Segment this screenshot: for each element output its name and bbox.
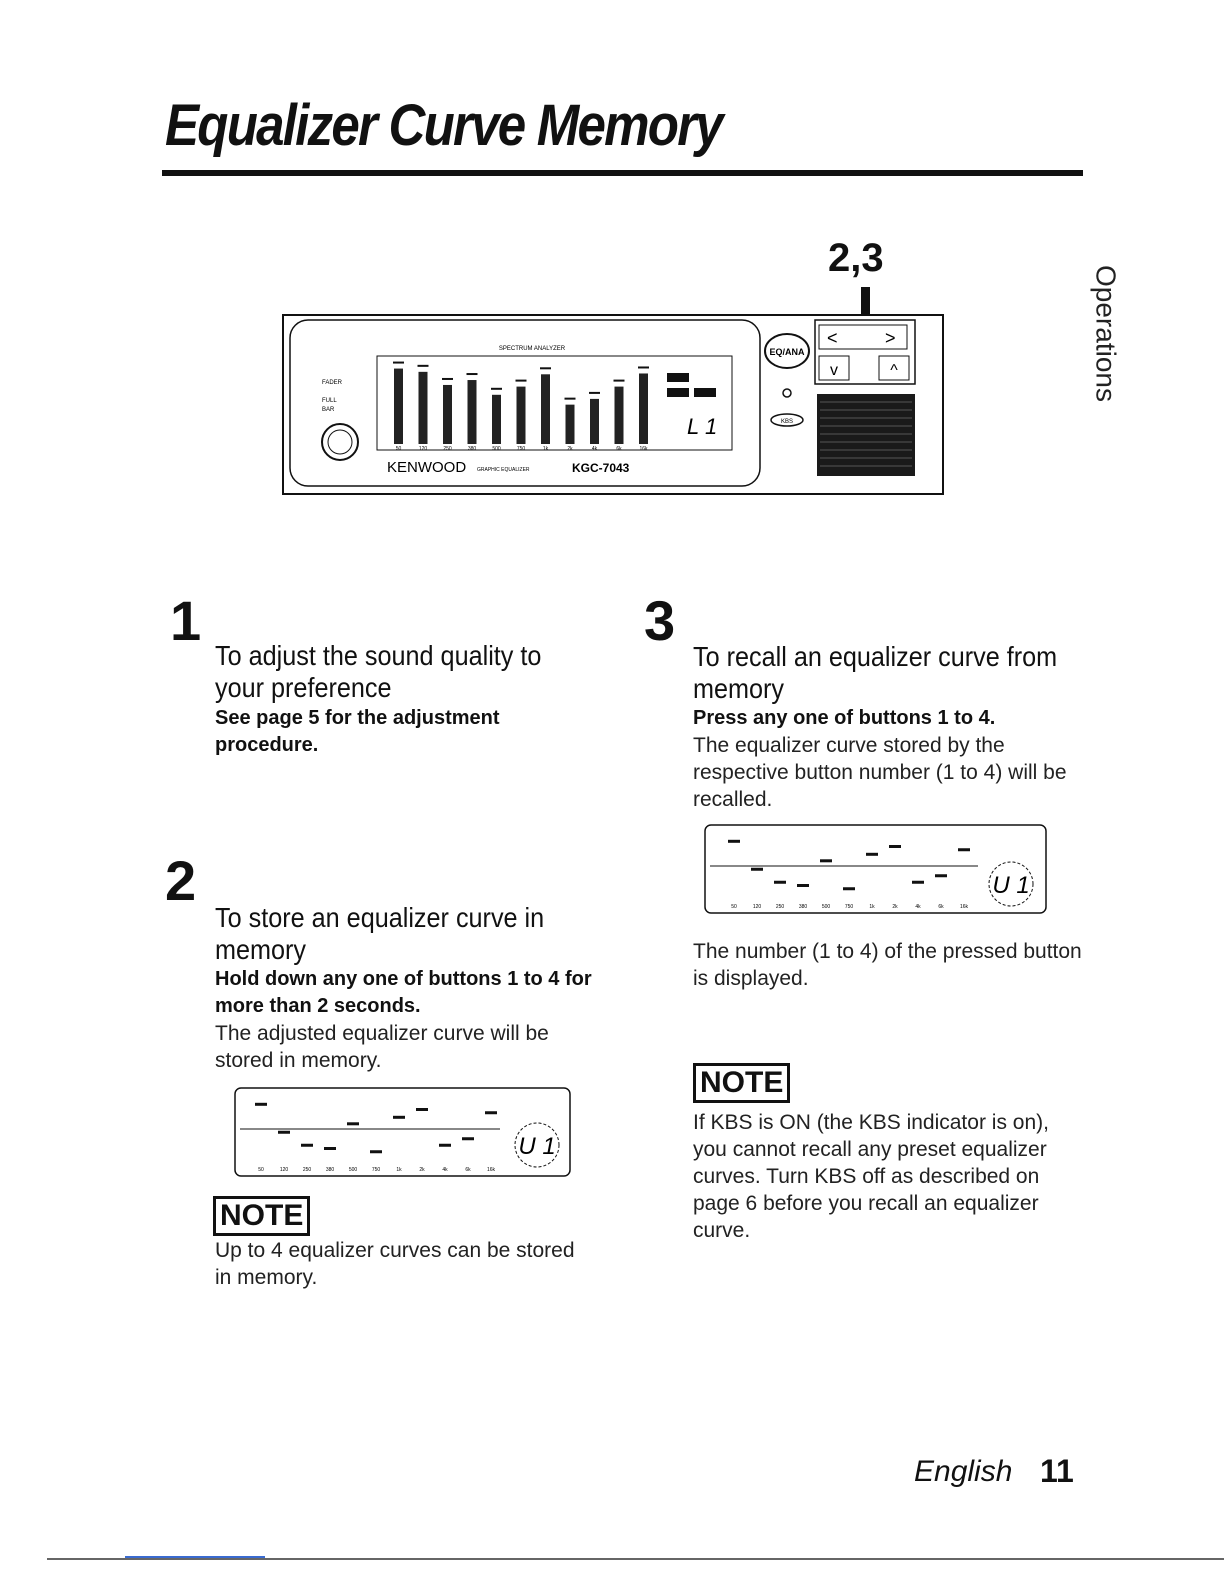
- curve-mark: [370, 1150, 382, 1153]
- spectrum-peak: [467, 373, 478, 375]
- spectrum-peak: [393, 362, 404, 364]
- freq-label: 50: [395, 446, 402, 452]
- freq-label: 120: [279, 1167, 289, 1173]
- freq-label: 500: [821, 904, 831, 910]
- speaker-grille: [817, 394, 915, 476]
- curve-mark: [820, 859, 832, 862]
- page-title: Equalizer Curve Memory: [165, 93, 722, 158]
- freq-label: 1k: [869, 904, 875, 910]
- freq-label: 2k: [419, 1167, 425, 1173]
- freq-label: 380: [325, 1167, 335, 1173]
- freq-label: 250: [443, 446, 452, 452]
- lcd-number: U 1: [992, 872, 1030, 899]
- spectrum-bar: [639, 373, 648, 444]
- freq-label: 120: [752, 904, 762, 910]
- spectrum-bar: [566, 405, 575, 444]
- curve-mark: [958, 848, 970, 851]
- curve-mark: [889, 845, 901, 848]
- curve-mark: [935, 874, 947, 877]
- curve-mark: [843, 887, 855, 890]
- step-2-instruction: Hold down any one of buttons 1 to 4 for more than 2 seconds.: [215, 968, 592, 1017]
- step-2-heading: To store an equalizer curve in memory: [215, 902, 545, 965]
- right-arrow-icon: >: [885, 328, 896, 348]
- spectrum-peak: [540, 367, 551, 369]
- kbs-label: KBS: [780, 419, 794, 425]
- step-3-result: The number (1 to 4) of the pressed button is displayed.: [693, 940, 1082, 990]
- page-number: 11: [1040, 1453, 1074, 1489]
- spectrum-peak: [491, 388, 502, 390]
- step-3-instruction: Press any one of buttons 1 to 4.: [693, 707, 996, 729]
- left-arrow-icon: <: [827, 328, 838, 348]
- freq-label: 380: [467, 446, 477, 452]
- step-1-instruction: See page 5 for the adjustment procedure.: [215, 707, 500, 756]
- curve-mark: [301, 1144, 313, 1147]
- lcd-number-badge: [515, 1123, 559, 1167]
- curve-mark: [462, 1137, 474, 1140]
- note-label: NOTE: [693, 1063, 790, 1103]
- spectrum-bar: [615, 387, 624, 444]
- freq-label: 500: [348, 1167, 358, 1173]
- display-indicator: [667, 373, 689, 382]
- spectrum-bar: [541, 374, 550, 444]
- spectrum-peak: [565, 398, 576, 400]
- step-3-heading: To recall an equalizer curve from memory: [693, 641, 1058, 704]
- spectrum-peak: [614, 380, 625, 382]
- left-label: BAR: [322, 407, 335, 413]
- freq-label: 4k: [591, 446, 598, 452]
- freq-label: 2k: [567, 446, 573, 452]
- spectrum-peak: [589, 392, 600, 394]
- spectrum-label: SPECTRUM ANALYZER: [498, 346, 566, 352]
- subtitle-label: GRAPHIC EQUALIZER: [477, 467, 530, 473]
- eq-ana-label: EQ/ANA: [769, 347, 805, 357]
- spectrum-peak: [442, 378, 453, 380]
- curve-mark: [255, 1103, 267, 1106]
- footer-language: English: [914, 1455, 1013, 1488]
- freq-label: 4k: [915, 904, 921, 910]
- brand-label: KENWOOD: [387, 459, 467, 476]
- curve-mark: [797, 884, 809, 887]
- step-3-description: The equalizer curve stored by the respective button number (1 to 4) will be recalled.: [693, 734, 1067, 811]
- volume-knob[interactable]: [322, 424, 358, 460]
- bottom-rule: [47, 1558, 1224, 1560]
- lcd-store-svg: [215, 1085, 575, 1185]
- curve-mark: [912, 881, 924, 884]
- step-2-note: [213, 1196, 310, 1236]
- step-2-note-text: Up to 4 equalizer curves can be stored in memory.: [215, 1239, 575, 1289]
- freq-label: 50: [731, 904, 737, 910]
- freq-label: 500: [492, 446, 501, 452]
- freq-label: 750: [516, 446, 526, 452]
- freq-label: 16k: [486, 1167, 496, 1173]
- device-front-panel: [282, 314, 944, 495]
- lcd-display-recall: [693, 822, 1053, 922]
- curve-mark: [485, 1111, 497, 1114]
- freq-label: 1k: [542, 446, 549, 452]
- title-rule: [162, 170, 1083, 176]
- spectrum-bar: [443, 385, 452, 444]
- freq-label: 16k: [639, 446, 648, 452]
- curve-mark: [393, 1116, 405, 1119]
- freq-label: 2k: [892, 904, 898, 910]
- spectrum-bar: [468, 380, 477, 444]
- step-1-heading: To adjust the sound quality to your preference: [215, 640, 542, 703]
- freq-label: 1k: [396, 1167, 402, 1173]
- curve-mark: [278, 1131, 290, 1134]
- display-indicator: [694, 388, 716, 397]
- freq-label: 750: [371, 1167, 381, 1173]
- spectrum-bar: [590, 399, 599, 444]
- freq-label: 6k: [465, 1167, 471, 1173]
- spectrum-bar: [492, 395, 501, 444]
- spectrum-peak: [418, 365, 429, 367]
- up-arrow-icon: ^: [890, 362, 898, 379]
- curve-mark: [774, 881, 786, 884]
- display-number: L 1: [687, 414, 718, 439]
- callout-steps: 2,3: [828, 236, 884, 280]
- model-label: KGC-7043: [572, 461, 630, 475]
- curve-mark: [439, 1144, 451, 1147]
- spectrum-bar: [517, 387, 526, 444]
- freq-label: 250: [302, 1167, 312, 1173]
- spectrum-bar: [394, 369, 403, 444]
- curve-mark: [751, 868, 763, 871]
- freq-label: 50: [258, 1167, 264, 1173]
- freq-label: 250: [775, 904, 785, 910]
- freq-label: 120: [418, 446, 428, 452]
- curve-mark: [866, 853, 878, 856]
- freq-label: 750: [844, 904, 854, 910]
- lcd-number-badge: [989, 862, 1033, 906]
- step-2-description: The adjusted equalizer curve will be stored in memory.: [215, 1022, 549, 1072]
- freq-label: 16k: [959, 904, 969, 910]
- spectrum-peak: [638, 366, 649, 368]
- freq-label: 380: [798, 904, 808, 910]
- curve-mark: [324, 1147, 336, 1150]
- step-3-note-text: If KBS is ON (the KBS indicator is on), you cannot recall any preset equalizer curves. Turn KBS off as described on page 6 before you recall an equalizer curve.: [693, 1111, 1049, 1242]
- spectrum-peak: [516, 380, 527, 382]
- freq-label: 6k: [938, 904, 944, 910]
- down-arrow-icon: v: [830, 362, 838, 379]
- device-svg: [282, 314, 944, 495]
- lcd-number: U 1: [518, 1133, 556, 1160]
- left-label: FULL: [322, 398, 337, 404]
- display-indicator: [667, 388, 689, 397]
- lcd-display-store: [215, 1085, 575, 1185]
- curve-mark: [416, 1108, 428, 1111]
- note-label: NOTE: [213, 1196, 310, 1236]
- spectrum-bar: [419, 372, 428, 444]
- step-3-note: [693, 1063, 790, 1103]
- bottom-rule-accent: [125, 1556, 265, 1558]
- left-label: FADER: [322, 380, 343, 386]
- freq-label: 4k: [442, 1167, 448, 1173]
- curve-mark: [347, 1122, 359, 1125]
- step-3-number: 3: [644, 589, 676, 652]
- section-tab-operations: Operations: [1090, 265, 1122, 402]
- step-1-number: 1: [170, 589, 202, 652]
- freq-label: 6k: [616, 446, 622, 452]
- lcd-recall-svg: [693, 822, 1053, 922]
- step-2-number: 2: [165, 849, 197, 912]
- curve-mark: [728, 840, 740, 843]
